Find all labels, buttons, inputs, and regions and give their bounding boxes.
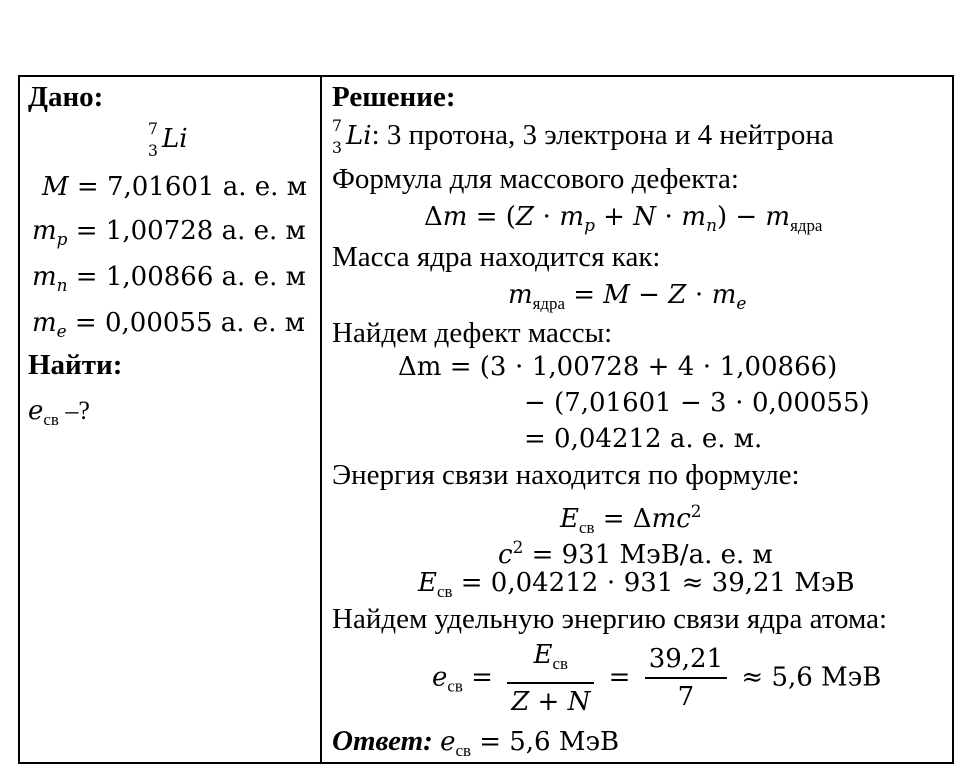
find-heading: Найти: bbox=[28, 349, 123, 381]
defect-calc-line-3: = 0,04212 а. е. м. bbox=[524, 424, 763, 454]
binding-energy-formula: $E_{св} = \Delta mc^2$ bbox=[560, 501, 702, 538]
column-divider bbox=[320, 77, 322, 762]
defect-calc-line-1: Δm = (3 ⋅ 1,00728 + 4 ⋅ 1,00866) bbox=[398, 352, 838, 382]
nucleus-mass-formula: $m_{ядра} = M - Z \cdot m_e$ bbox=[508, 280, 747, 313]
answer-value: = 5,6 МэВ bbox=[479, 727, 620, 757]
solution-table bbox=[18, 75, 954, 764]
nucleus-mass-subscript: ядра bbox=[532, 293, 565, 313]
nuclide-atomic-number: 3 bbox=[148, 142, 158, 160]
electron-mass-unit: а. е. м bbox=[220, 308, 305, 338]
mass-defect-subscript: ядра bbox=[790, 215, 823, 235]
given-proton-mass: $m_p = 1,00728$ а. е. м bbox=[32, 216, 306, 249]
fraction-denominator: 7 bbox=[677, 682, 695, 713]
composition-line bbox=[332, 117, 834, 157]
mass-defect-label: Формула для массового дефекта: bbox=[332, 163, 739, 195]
binding-energy-subscript: св bbox=[578, 518, 595, 538]
specific-energy-fraction-numeric bbox=[645, 641, 727, 715]
nuclide-mass-number: 7 bbox=[148, 120, 158, 138]
find-unknown-subscript: св bbox=[43, 409, 59, 429]
speed-of-light-factor: $c^2 = 931$ МэВ/а. е. м bbox=[498, 537, 773, 571]
composition-nuclide: 7 3 Li bbox=[332, 117, 372, 157]
mass-defect-formula: $\Delta m = (Z \cdot m_p + N \cdot m_n) - m_{ядра}$ bbox=[424, 202, 823, 235]
composition-text: : 3 протона, 3 электрона и 4 нейтрона bbox=[371, 119, 834, 151]
specific-energy-label: Найдем удельную энергию связи ядра атома: bbox=[332, 603, 888, 635]
nuclide-symbol: Li bbox=[162, 124, 188, 154]
binding-energy-label: Энергия связи находится по формуле: bbox=[332, 459, 800, 491]
specific-energy-fraction-symbolic: $\frac{E_{св}}{Z + N}$ bbox=[507, 637, 594, 720]
neutron-mass-value: 1,00866 bbox=[105, 262, 214, 292]
c-squared-value: = 931 МэВ/а. е. м bbox=[531, 540, 773, 571]
proton-mass-value: 1,00728 bbox=[105, 216, 214, 246]
binding-energy-calc-value: = 0,04212 ⋅ 931 ≈ 39,21 МэВ bbox=[460, 568, 855, 598]
nuclide-notation bbox=[148, 120, 188, 160]
nucleus-mass-label: Масса ядра находится как: bbox=[332, 241, 661, 273]
solution-heading: Решение: bbox=[332, 81, 456, 113]
given-heading: Дано: bbox=[28, 81, 104, 113]
fraction-numerator: 39,21 bbox=[645, 641, 727, 679]
find-defect-label: Найдем дефект массы: bbox=[332, 317, 613, 349]
specific-energy-formula: $e_{св}$ = $\frac{E_{св}}{Z + N}$ = $\frac{39,21}{7}$ ≈ 5,6 МэВ bbox=[432, 637, 881, 720]
given-electron-mass: $m_e = 0,00055$ а. е. м bbox=[32, 308, 305, 341]
atomic-mass-unit: а. е. м bbox=[222, 172, 307, 202]
atomic-mass-value: 7,01601 bbox=[106, 172, 215, 202]
find-unknown-tail: –? bbox=[58, 396, 90, 425]
neutron-mass-unit: а. е. м bbox=[221, 262, 306, 292]
specific-energy-result: ≈ 5,6 МэВ bbox=[741, 662, 882, 693]
answer-line: Ответ: $e_{св} = 5,6$ МэВ bbox=[332, 725, 620, 760]
electron-mass-value: 0,00055 bbox=[104, 308, 213, 338]
proton-mass-unit: а. е. м bbox=[221, 216, 306, 246]
find-unknown: $e_{св}$ –? bbox=[28, 396, 90, 429]
answer-label: Ответ: bbox=[332, 725, 433, 757]
given-nuclide bbox=[148, 120, 188, 160]
defect-calc-line-2: − (7,01601 − 3 ⋅ 0,00055) bbox=[524, 388, 870, 418]
binding-energy-calc: $E_{св} = 0,04212 \cdot 931 \approx 39,21$ МэВ bbox=[418, 568, 855, 601]
given-neutron-mass: $m_n = 1,00866$ а. е. м bbox=[32, 262, 306, 295]
given-atomic-mass: M = 7,01601 а. е. м bbox=[42, 172, 307, 202]
